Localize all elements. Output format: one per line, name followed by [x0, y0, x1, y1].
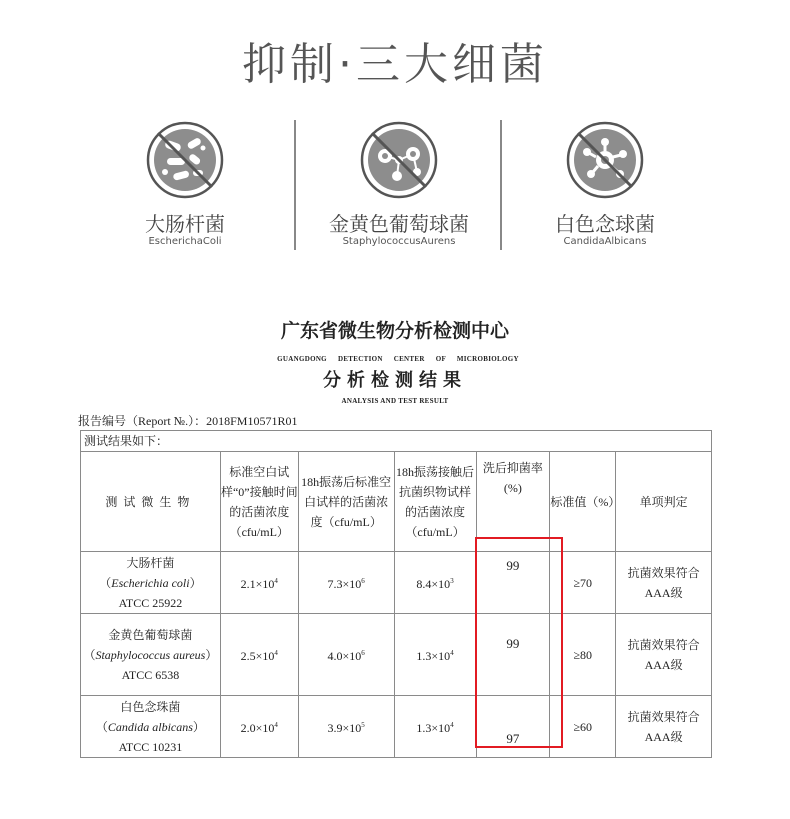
bacteria-ecoli: [80, 120, 290, 255]
page-title: 抑制·三大细菌: [242, 39, 548, 90]
fabric-18h-cell: $8.4\times 10^3$: [394, 552, 476, 614]
table-row: [81, 696, 712, 758]
standard-cell: ≥60: [550, 696, 616, 758]
e-coli-icon: [145, 120, 225, 200]
table-row: [81, 614, 712, 696]
table-header-row: [81, 452, 712, 552]
header-fabric-18h: 18h振荡接触后抗菌织物试样的活菌浓度（cfu/mL）: [394, 452, 476, 552]
rate-cell: 99: [476, 614, 550, 696]
initial-count-cell: $2.5\times 10^4$: [220, 614, 298, 696]
standard-cell: ≥70: [550, 552, 616, 614]
rate-cell: 99: [476, 552, 550, 614]
header-microbe: 测试微生物: [81, 452, 221, 552]
initial-count-cell: $2.1\times 10^4$: [220, 552, 298, 614]
report-subtitle-en: ANALYSIS AND TEST RESULT: [341, 397, 449, 405]
staphylococcus-icon: [359, 120, 439, 200]
bacteria-name: 大肠杆菌: [145, 212, 225, 236]
bacteria-name: 白色念球菌: [555, 212, 655, 236]
microbe-strain: ATCC 10231: [118, 739, 183, 754]
header-initial-count: 标准空白试样“0”接触时间的活菌浓度（cfu/mL）: [220, 452, 298, 552]
bacteria-staphylococcus: [294, 120, 504, 255]
microbe-latin: （Candida albicans）: [95, 719, 205, 734]
microbe-name: 白色念珠菌: [120, 699, 181, 714]
bacteria-latin: EscherichaColi: [148, 236, 222, 247]
blank-18h-cell: $7.3\times 10^6$: [298, 552, 394, 614]
results-table: [80, 430, 712, 758]
report-subtitle: 分析检测结果: [323, 370, 467, 391]
initial-count-cell: $2.0\times 10^4$: [220, 696, 298, 758]
microbe-name: 大肠杆菌: [126, 555, 175, 570]
fabric-18h-cell: $1.3\times 10^4$: [394, 696, 476, 758]
microbe-latin: （Staphylococcus aureus）: [83, 647, 218, 662]
verdict-cell: 抗菌效果符合AAA级: [616, 614, 712, 696]
bacteria-icons: [80, 120, 710, 255]
report-number: 报告编号（Report №.）：2018FM10571R01: [78, 414, 298, 428]
blank-18h-cell: $3.9\times 10^5$: [298, 696, 394, 758]
header-blank-18h: 18h振荡后标准空白试样的活菌浓度（cfu/mL）: [298, 452, 394, 552]
microbe-latin: （Escherichia coli）: [99, 575, 202, 590]
rate-cell: 97: [476, 696, 550, 758]
bacteria-name: 金黄色葡萄球菌: [329, 212, 469, 236]
microbe-strain: ATCC 6538: [121, 667, 180, 682]
bacteria-candida: [500, 120, 710, 255]
table-row: [81, 552, 712, 614]
microbe-strain: ATCC 25922: [118, 595, 183, 610]
candida-icon: [565, 120, 645, 200]
microbe-cell: [81, 696, 221, 758]
header-rate: 洗后抑菌率(%): [476, 452, 550, 552]
bacteria-latin: CandidaAlbicans: [563, 236, 647, 247]
microbe-cell: [81, 552, 221, 614]
microbe-cell: [81, 614, 221, 696]
report-title: 广东省微生物分析检测中心: [280, 320, 509, 342]
bacteria-latin: StaphylococcusAurens: [342, 236, 456, 247]
verdict-cell: 抗菌效果符合AAA级: [616, 696, 712, 758]
header-standard: 标准值（%）: [550, 452, 616, 552]
standard-cell: ≥80: [550, 614, 616, 696]
fabric-18h-cell: $1.3\times 10^4$: [394, 614, 476, 696]
verdict-cell: 抗菌效果符合AAA级: [616, 552, 712, 614]
table-caption: 测试结果如下：: [81, 431, 712, 452]
rate-highlight-box: [475, 537, 563, 748]
blank-18h-cell: $4.0\times 10^6$: [298, 614, 394, 696]
microbe-name: 金黄色葡萄球菌: [108, 627, 193, 642]
report-title-en: GUANGDONG DETECTION CENTER OF MICROBIOLOGY: [277, 355, 519, 363]
header-verdict: 单项判定: [616, 452, 712, 552]
